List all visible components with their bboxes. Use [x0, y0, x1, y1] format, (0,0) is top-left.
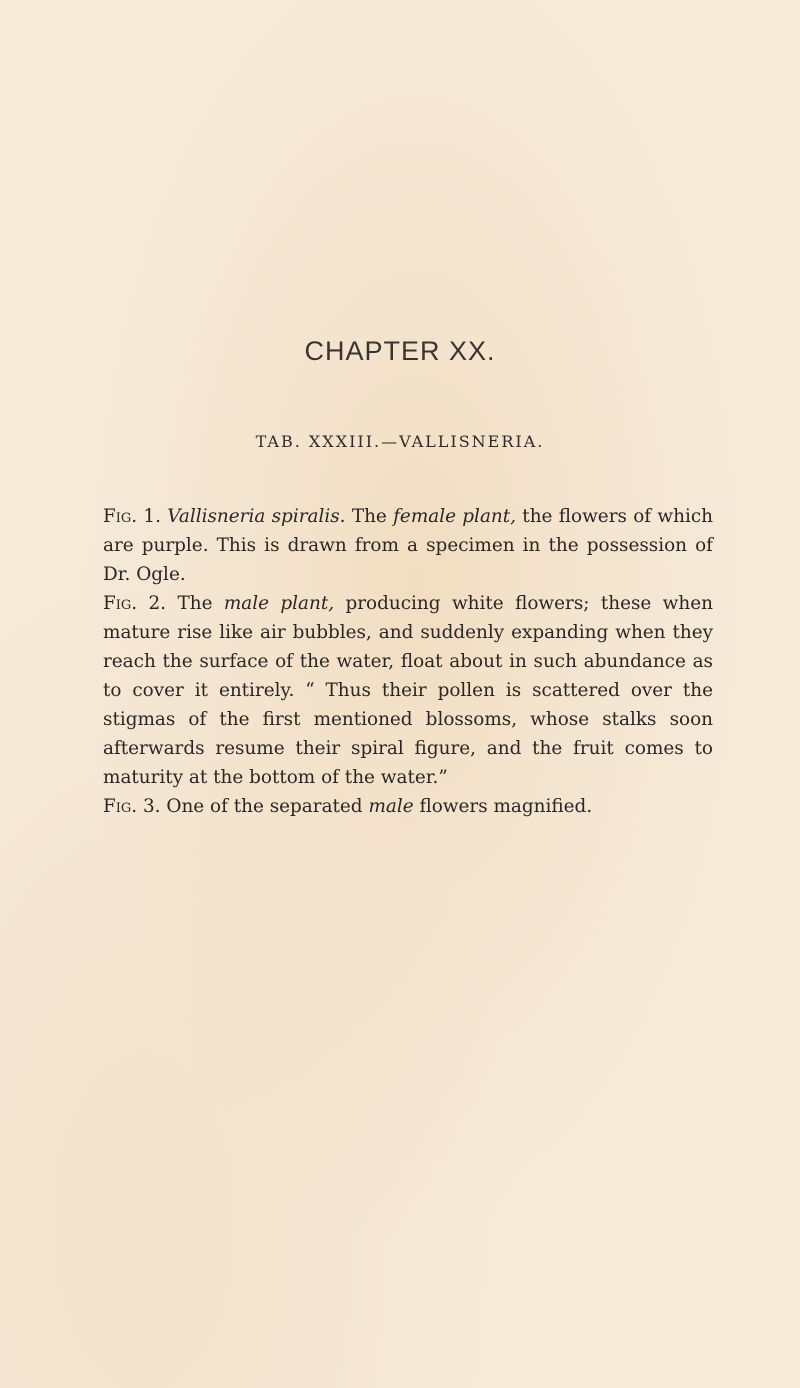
- figure-descriptions: [103, 502, 713, 821]
- table-heading: TAB. XXXIII.—VALLISNERIA.: [255, 432, 545, 451]
- figure-2-text-b: producing white flowers; these when mature rise like air bubbles, and suddenly expanding when they reach the surface of the water, float about in such abundance as to cover it entirely. “ Thus their pollen is scattered over the stigmas of the first mentioned blossoms, whose stalks soon afterwards resume their spiral figure, and the fruit comes to maturity at the bottom of the water.”: [103, 593, 713, 788]
- figure-3-label: Fig. 3.: [103, 796, 161, 817]
- figure-3-text-a: One of the separated: [160, 796, 369, 817]
- figure-2-label: Fig. 2.: [103, 593, 167, 614]
- figure-1-paragraph: [103, 502, 713, 589]
- figure-1-text-a: The: [345, 506, 394, 527]
- chapter-title: CHAPTER XX.: [304, 336, 496, 366]
- figure-2-paragraph: [103, 589, 713, 792]
- figure-1-emphasis: female plant,: [393, 506, 516, 527]
- figure-1-species: Vallisneria spiralis.: [167, 506, 346, 527]
- figure-1-label: Fig. 1.: [103, 506, 161, 527]
- figure-1-text-b: the flowers of which are purple. This is drawn from a specimen in the possession of Dr. Ogle.: [103, 506, 714, 585]
- figure-2-emphasis: male plant,: [223, 593, 335, 614]
- figure-3-paragraph: [103, 792, 713, 821]
- figure-2-text-a: The: [166, 593, 224, 614]
- figure-3-emphasis: male: [368, 796, 414, 817]
- figure-3-text-b: flowers magnified.: [413, 796, 593, 817]
